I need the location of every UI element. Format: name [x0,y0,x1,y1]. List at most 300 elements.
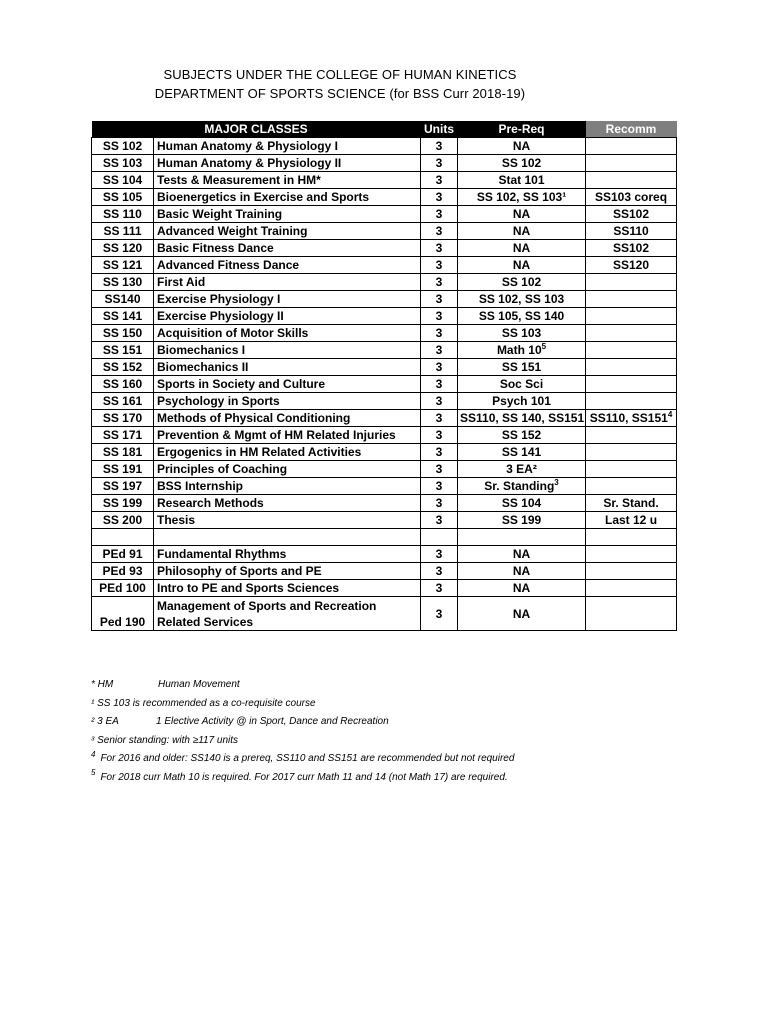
footnote-text: For 2018 curr Math 10 is required. For 2017 curr Math 11 and 14 (not Math 17) are required. [100,771,508,783]
course-code-text: SS 170 [102,411,143,425]
course-prereq [458,223,586,240]
course-name [154,325,421,342]
course-prereq-text: SS 102, SS 103 [478,292,565,306]
course-units-text: 3 [435,428,443,442]
course-units [421,461,458,478]
course-prereq-text: SS 105, SS 140 [478,309,565,323]
course-code [92,189,154,206]
course-prereq-text: NA [512,581,531,595]
course-prereq [458,325,586,342]
course-name-text: Methods of Physical Conditioning [157,411,351,425]
course-code [92,597,154,631]
course-name [154,410,421,427]
course-recomm [586,580,677,597]
course-name [154,308,421,325]
course-prereq [458,359,586,376]
course-units-text: 3 [435,547,443,561]
course-name [154,580,421,597]
course-name-text: Advanced Fitness Dance [157,258,300,272]
course-prereq-text: SS 104 [501,496,542,510]
table-row [92,342,677,359]
table-row [92,444,677,461]
course-units-text: 3 [435,309,443,323]
course-prereq-text: SS 141 [501,445,542,459]
course-code [92,427,154,444]
table-row [92,240,677,257]
course-name [154,223,421,240]
course-prereq [458,376,586,393]
course-prereq [458,155,586,172]
course-recomm-text: SS120 [613,258,650,272]
course-units [421,597,458,631]
course-code [92,138,154,155]
course-units-text: 3 [435,513,443,527]
table-row [92,308,677,325]
course-prereq-text: SS 152 [501,428,542,442]
course-recomm-text: SS103 coreq [594,190,668,204]
course-prereq [458,189,586,206]
footnote-marker: 5 [541,342,547,351]
course-prereq-text: SS 151 [501,360,542,374]
course-name [154,172,421,189]
course-code-text: SS 200 [102,513,143,527]
course-name [154,529,421,546]
course-name-text: Exercise Physiology I [157,292,281,306]
course-code-text: SS 120 [102,241,143,255]
course-name [154,291,421,308]
course-units-text: 3 [435,173,443,187]
course-prereq [458,308,586,325]
course-prereq-text: SS 199 [501,513,542,527]
course-units-text: 3 [435,479,443,493]
course-prereq [458,257,586,274]
course-units [421,223,458,240]
table-row [92,580,677,597]
footnote [91,750,651,769]
course-code [92,529,154,546]
course-name-text: Management of Sports and Recreation Related Services [157,598,377,629]
course-units [421,325,458,342]
course-prereq-text: 3 EA² [506,462,537,476]
course-name-text: Basic Fitness Dance [157,241,274,255]
table-body [92,138,677,631]
course-prereq [458,461,586,478]
course-code-text: SS 191 [102,462,143,476]
course-prereq [458,172,586,189]
course-code [92,308,154,325]
table-header-row [92,121,677,138]
course-units-text: 3 [435,462,443,476]
course-code [92,257,154,274]
course-code [92,478,154,495]
course-code [92,325,154,342]
course-prereq-text: NA [512,564,531,578]
course-code-text: SS 102 [102,139,143,153]
course-units-text: 3 [435,564,443,578]
course-units [421,342,458,359]
course-code-text: SS 152 [102,360,143,374]
course-code [92,512,154,529]
course-prereq [458,580,586,597]
course-code-text: SS 110 [103,207,142,221]
course-name-text: Prevention & Mgmt of HM Related Injuries [157,428,396,442]
course-name-text: Tests & Measurement in HM* [157,173,321,187]
header-recomm: Recomm [586,121,677,138]
course-name-text: Biomechanics I [157,343,246,357]
course-units [421,580,458,597]
course-prereq-text: NA [512,547,531,561]
course-code-text: SS 150 [102,326,143,340]
header-major-classes: MAJOR CLASSES [92,121,421,138]
course-prereq-text: Soc Sci [499,377,544,391]
course-recomm [586,478,677,495]
title-line-1: SUBJECTS UNDER THE COLLEGE OF HUMAN KINETICS [163,67,517,82]
course-prereq-text: SS 102, SS 103¹ [476,190,567,204]
course-name [154,206,421,223]
course-recomm [586,512,677,529]
course-units [421,410,458,427]
table-row [92,155,677,172]
course-name-text: Human Anatomy & Physiology II [157,156,342,170]
course-units [421,512,458,529]
footnote [91,713,651,732]
course-units-text: 3 [435,241,443,255]
course-units-text: 3 [435,606,443,621]
course-prereq-text: SS110, SS 140, SS151 [460,411,585,425]
course-units-text: 3 [435,139,443,153]
course-prereq [458,546,586,563]
table-row [92,206,677,223]
course-prereq [458,342,586,359]
course-recomm [586,291,677,308]
course-code-text: SS 111 [103,224,142,238]
course-prereq [458,529,586,546]
course-units-text: 3 [435,581,443,595]
course-code-text: SS 161 [102,394,143,408]
table-row [92,410,677,427]
course-recomm-text: SS110, SS151 [589,411,668,425]
footnote [91,695,651,714]
course-prereq [458,291,586,308]
course-code-text: PEd 93 [102,564,143,578]
course-prereq [458,597,586,631]
course-prereq [458,427,586,444]
course-recomm [586,427,677,444]
table-row [92,223,677,240]
course-name-text: Ergogenics in HM Related Activities [157,445,362,459]
table-row [92,359,677,376]
footnotes [91,676,651,787]
course-prereq [458,138,586,155]
table-row [92,393,677,410]
course-units-text: 3 [435,258,443,272]
course-recomm-text: Sr. Stand. [603,496,659,510]
course-code-text: SS 151 [102,343,143,357]
footnote-text: Human Movement [158,679,240,690]
course-units [421,478,458,495]
footnote-marker: 4 [91,749,96,759]
course-units [421,529,458,546]
course-units-text: 3 [435,190,443,204]
footnote-text: ³ Senior standing: with ≥117 units [91,734,239,746]
course-code [92,240,154,257]
course-code [92,223,154,240]
course-recomm [586,529,677,546]
course-recomm [586,189,677,206]
course-units-text: 3 [435,343,443,357]
table-row [92,172,677,189]
course-name [154,597,421,631]
course-name-text: BSS Internship [157,479,244,493]
course-recomm [586,461,677,478]
course-units-text: 3 [435,377,443,391]
course-units [421,308,458,325]
course-units-text: 3 [435,496,443,510]
course-recomm [586,563,677,580]
course-recomm [586,376,677,393]
course-units [421,376,458,393]
course-recomm [586,138,677,155]
course-recomm [586,240,677,257]
course-recomm [586,223,677,240]
course-name-text: Sports in Society and Culture [157,377,326,391]
table-row [92,376,677,393]
course-name [154,359,421,376]
course-prereq [458,240,586,257]
course-recomm [586,308,677,325]
course-code-text: SS 105 [102,190,143,204]
course-code [92,342,154,359]
course-units-text: 3 [435,275,443,289]
footnote-text: For 2016 and older: SS140 is a prereq, SS110 and SS151 are recommended but not required [100,753,515,764]
course-recomm [586,274,677,291]
course-recomm [586,155,677,172]
course-units [421,172,458,189]
course-name-text: Research Methods [157,496,264,510]
course-name-text: Exercise Physiology II [157,309,284,323]
course-recomm [586,393,677,410]
course-name [154,478,421,495]
course-prereq-text: NA [512,258,531,272]
course-name [154,257,421,274]
course-prereq-text: Stat 101 [498,173,545,187]
course-name [154,546,421,563]
course-prereq-text: NA [512,241,531,255]
table-row [92,274,677,291]
course-name [154,376,421,393]
footnote-key: ² 3 EA [91,716,119,727]
course-name-text: Human Anatomy & Physiology I [157,139,338,153]
course-prereq [458,274,586,291]
table-row [92,563,677,580]
course-name [154,563,421,580]
course-code-text: SS 181 [102,445,143,459]
course-code-text: SS 103 [102,156,143,170]
course-code [92,172,154,189]
course-prereq [458,478,586,495]
course-prereq [458,410,586,427]
course-name-text: Bioenergetics in Exercise and Sports [157,190,370,204]
table-row [92,461,677,478]
course-code [92,359,154,376]
course-name-text: Psychology in Sports [157,394,280,408]
course-units-text: 3 [435,394,443,408]
course-units [421,546,458,563]
footnote-marker: 4 [667,410,673,419]
course-prereq-text: Sr. Standing [484,479,555,493]
table-row [92,478,677,495]
course-name-text: Advanced Weight Training [157,224,308,238]
subjects-table [91,121,677,631]
course-units [421,274,458,291]
course-units [421,359,458,376]
course-units-text: 3 [435,224,443,238]
course-code-text: PEd 91 [102,547,143,561]
course-prereq [458,563,586,580]
course-code-text: SS 197 [102,479,143,493]
course-code-text: SS 104 [102,173,143,187]
footnote-marker: 3 [554,478,559,487]
course-code-text: Ped 190 [99,615,146,629]
course-code [92,155,154,172]
course-name-text: Thesis [157,513,196,527]
course-prereq-text: Math 10 [496,343,542,357]
footnote-text: 1 Elective Activity @ in Sport, Dance and Recreation [156,716,389,727]
course-recomm-text: SS102 [613,241,650,255]
course-recomm [586,495,677,512]
table-row [92,325,677,342]
course-units [421,257,458,274]
course-name [154,138,421,155]
footnote [91,732,651,751]
course-name [154,444,421,461]
course-name [154,274,421,291]
course-units [421,393,458,410]
table-row [92,257,677,274]
course-recomm [586,444,677,461]
course-prereq [458,444,586,461]
course-name-text: First Aid [157,275,206,289]
course-units [421,495,458,512]
course-name [154,393,421,410]
course-recomm [586,325,677,342]
course-units [421,427,458,444]
table-row [92,597,677,631]
course-prereq-text: NA [512,207,531,221]
course-name-text: Principles of Coaching [157,462,288,476]
table-row [92,512,677,529]
table-row [92,138,677,155]
course-code [92,461,154,478]
course-units [421,206,458,223]
course-code [92,444,154,461]
course-recomm [586,546,677,563]
course-code-text: SS 130 [102,275,143,289]
course-prereq [458,393,586,410]
footnote-key: * HM [91,679,114,690]
course-units-text: 3 [435,411,443,425]
course-units [421,155,458,172]
course-code-text: SS 171 [102,428,143,442]
footnote-text: ¹ SS 103 is recommended as a co-requisite course [91,697,316,709]
course-prereq [458,495,586,512]
course-recomm [586,597,677,631]
footnote [91,769,651,788]
course-prereq [458,512,586,529]
course-units-text: 3 [435,156,443,170]
course-name [154,342,421,359]
course-name-text: Intro to PE and Sports Sciences [157,581,340,595]
title-line-2: DEPARTMENT OF SPORTS SCIENCE (for BSS Curr 2018-19) [154,86,526,101]
table-row [92,427,677,444]
course-prereq [458,206,586,223]
course-units-text: 3 [435,445,443,459]
course-units [421,138,458,155]
course-recomm [586,206,677,223]
course-name-text: Acquisition of Motor Skills [157,326,309,340]
course-units [421,563,458,580]
header-prereq: Pre-Req [458,121,586,138]
course-prereq-text: SS 102 [501,275,542,289]
course-units [421,444,458,461]
course-name [154,189,421,206]
course-units [421,240,458,257]
course-code [92,495,154,512]
course-recomm-text: SS110 [613,224,649,238]
course-units-text: 3 [435,326,443,340]
course-prereq-text: NA [512,606,531,621]
course-recomm [586,257,677,274]
course-code [92,274,154,291]
course-prereq-text: Psych 101 [492,394,551,408]
course-prereq-text: NA [512,224,531,238]
course-name [154,512,421,529]
table-row [92,189,677,206]
table-row [92,495,677,512]
course-code [92,410,154,427]
course-name [154,155,421,172]
course-units-text: 3 [435,207,443,221]
course-recomm-text: Last 12 u [605,513,658,527]
course-units-text: 3 [435,292,443,306]
footnote-marker: 5 [91,768,96,778]
course-units [421,189,458,206]
course-name [154,461,421,478]
course-name-text: Philosophy of Sports and PE [157,564,322,578]
course-code-text: SS 121 [102,258,143,272]
course-code [92,291,154,308]
course-code-text: PEd 100 [99,581,146,595]
course-recomm [586,359,677,376]
course-code [92,393,154,410]
course-code [92,580,154,597]
footnote [91,676,651,695]
table-row [92,546,677,563]
course-code [92,376,154,393]
course-recomm-text: SS102 [613,207,650,221]
course-prereq-text: NA [512,139,531,153]
course-prereq-text: SS 103 [501,326,542,340]
course-name-text: Fundamental Rhythms [157,547,287,561]
header-units: Units [421,121,458,138]
course-recomm [586,172,677,189]
course-name [154,240,421,257]
table-row [92,529,677,546]
course-recomm [586,342,677,359]
course-name [154,427,421,444]
course-code-text: SS 141 [102,309,143,323]
course-name-text: Basic Weight Training [157,207,283,221]
